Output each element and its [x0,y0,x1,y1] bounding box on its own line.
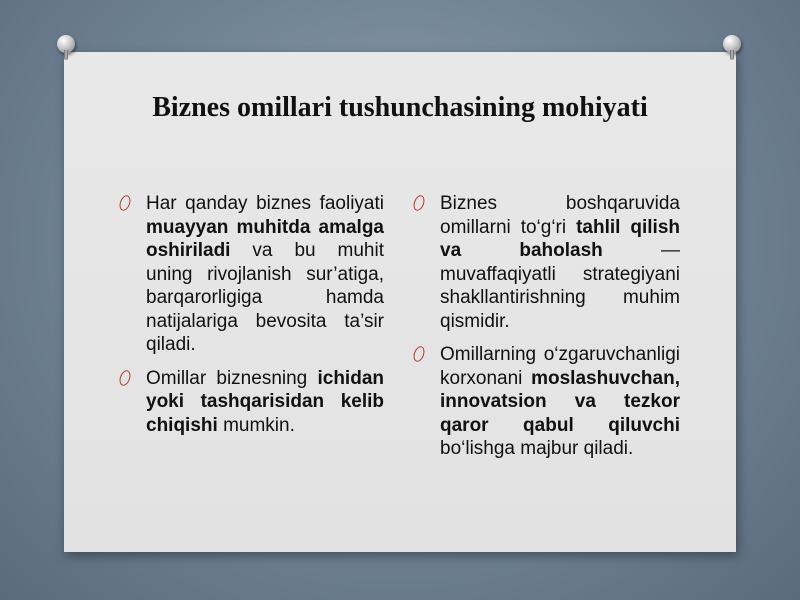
left-column [146,192,384,447]
text-segment: Biznes boshqaruvida omillarni to‘g‘ri [440,193,680,238]
text-segment: va bu muhit uning rivojlanish sur’atiga, barqarorligiga hamda natijalariga bevosita ta’sir qiladi. [146,240,384,355]
bold-text: ichidan yoki tashqarisidan kelib chiqishi [146,367,384,436]
bullet-text [440,343,680,461]
text-segment: mumkin. [217,414,295,436]
bold-text: tahlil qilish va baholash [440,216,680,261]
slide-title: Biznes omillari tushunchasining mohiyati [152,92,648,123]
bullet-item [440,192,680,333]
bullet-item [146,192,384,357]
pushpin-icon [723,35,741,53]
text-segment: Har qanday biznes faoliyati [146,193,384,214]
bold-text: moslashuvchan, innovatsion va tezkor qaror qabul qiluvchi [440,367,680,436]
bullet-text [146,192,384,357]
bold-text: muayyan muhitda amalga oshiriladi [146,216,384,261]
bullet-text [146,367,384,438]
bullet-item [440,343,680,461]
text-segment: Omillar biznesning [146,367,318,389]
right-column [440,192,680,471]
text-segment: Omillarning o‘zgaruvchanligi korxonani [440,344,680,389]
text-segment: — muvaffaqiyatli strategiyani shakllantirishning muhim qismidir. [440,240,680,332]
bullet-text [440,192,680,333]
pushpin-icon [57,35,75,53]
text-segment: bo‘lishga majbur qiladi. [440,438,634,459]
bullet-item [146,367,384,438]
